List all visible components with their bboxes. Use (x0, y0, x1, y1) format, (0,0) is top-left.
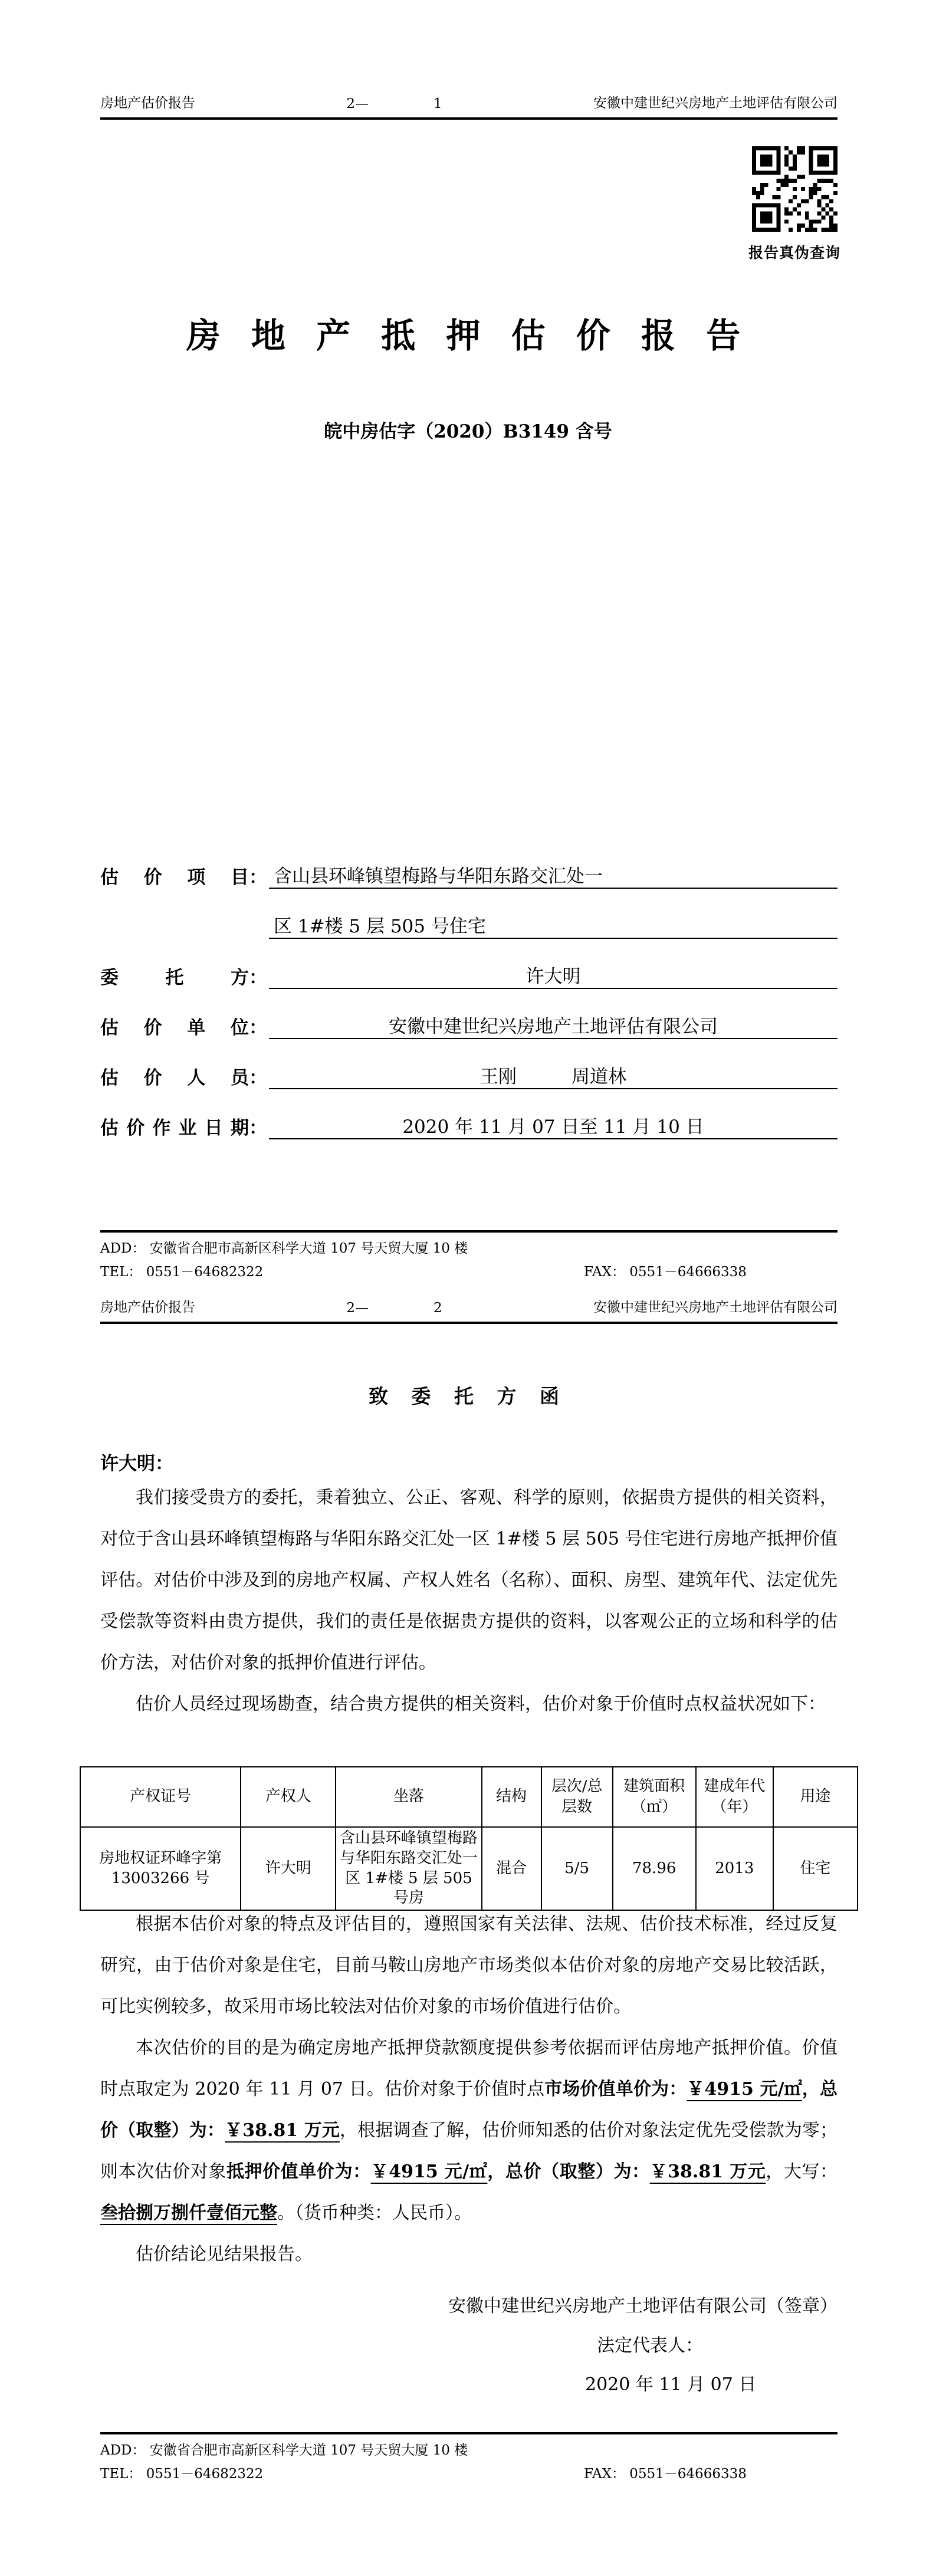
agency-label: 估 价 单 位 (100, 1017, 249, 1039)
footer-contacts (100, 2464, 838, 2484)
colon: ： (249, 867, 267, 888)
price-run-amount-words: 叁拾捌万捌仟壹佰元整 (100, 2203, 277, 2223)
col-use: 用途 (773, 1767, 858, 1827)
header-page-indicator (346, 1300, 442, 1316)
price-run: ，总价（取整）为： (100, 2079, 838, 2141)
price-run-mortgage-unit-price: ￥4915 元/㎡ (370, 2161, 488, 2182)
header-page-indicator (346, 96, 442, 111)
col-location: 坐落 (336, 1767, 481, 1827)
price-run: 抵押价值单价为： (226, 2161, 371, 2182)
staff-label: 估 价 人 员 (100, 1067, 249, 1089)
page1-footer (100, 1230, 838, 1282)
form-row-date (100, 1112, 838, 1139)
date-label: 估价作业日期 (100, 1118, 249, 1139)
project-label: 估 价 项 目 (100, 867, 249, 888)
footer-contacts (100, 1262, 838, 1282)
staff-value: 王刚 周道林 (269, 1062, 838, 1089)
cell-structure: 混合 (482, 1827, 541, 1910)
table-header-row (80, 1767, 858, 1827)
page-prefix: 2— (346, 96, 369, 111)
price-run: 市场价值单价为： (544, 2079, 687, 2099)
col-owner: 产权人 (241, 1767, 336, 1827)
paragraph-survey: 估价人员经过现场勘查，结合贵方提供的相关资料，估价对象于价值时点权益状况如下： (136, 1694, 826, 1714)
document-number: 皖中房估字（2020）B3149 含号 (324, 421, 612, 442)
client-value: 许大明 (269, 961, 838, 989)
letter-title: 致 委 托 方 函 (369, 1385, 567, 1408)
qr-code (752, 146, 838, 232)
paragraph-valuation (100, 2028, 838, 2234)
col-cert-no: 产权证号 (80, 1767, 241, 1827)
price-run: ，大写： (766, 2161, 838, 2182)
project-value-line1: 含山县环峰镇望梅路与华阳东路交汇处一 (269, 861, 838, 889)
signature-date: 2020 年 11 月 07 日 (585, 2374, 757, 2395)
page2-running-header (100, 1296, 838, 1324)
price-run: 本次估价的目的是为确定房地产抵押贷款额度提供参考依据而评估房地产抵押价值。价值时点取定为 2020 年 11 月 07 日。估价对象于价值时点 (100, 2038, 838, 2099)
cell-location: 含山县环峰镇望梅路与华阳东路交汇处一区 1#楼 5 层 505 号房 (336, 1827, 481, 1910)
form-row-project-cont (100, 911, 838, 939)
colon: ： (249, 1118, 267, 1139)
footer-tel: TEL： 0551－64682322 (100, 1264, 264, 1280)
form-row-project (100, 861, 838, 889)
page-number: 2 (433, 1300, 442, 1316)
cell-use: 住宅 (773, 1827, 858, 1910)
property-table-wrap (80, 1766, 858, 1911)
header-doc-type: 房地产估价报告 (100, 1300, 195, 1315)
qr-block (741, 146, 848, 262)
header-doc-type: 房地产估价报告 (100, 96, 195, 111)
paragraph-intro: 我们接受贵方的委托，秉着独立、公正、客观、科学的原则，依据贵方提供的相关资料，对位于含山县环峰镇望梅路与华阳东路交汇处一区 1#楼 5 层 505 号住宅进行房地产抵押价值评估。对估价中涉及到的房地产权属、产权人姓名（名称）、面积、房型、建筑年代、法定优先受偿款等资料由贵方提供，我们的责任是依据贵方提供的资料，以客观公正的立场和科学的估价方法，对估价对象的抵押价值进行评估。 (100, 1487, 838, 1673)
paragraph-method: 根据本估价对象的特点及评估目的，遵照国家有关法律、法规、估价技术标准，经过反复研究，由于估价对象是住宅，目前马鞍山房地产市场类似本估价对象的房地产交易比较活跃，可比实例较多，故采用市场比较法对估价对象的市场价值进行估价。 (100, 1914, 838, 2017)
footer-fax: FAX： 0551－64666338 (584, 1264, 747, 1280)
col-structure: 结构 (482, 1767, 541, 1827)
price-run: 。（货币种类：人民币）。 (277, 2203, 472, 2223)
header-company-name: 安徽中建世纪兴房地产土地评估有限公司 (593, 96, 838, 111)
form-row-client (100, 961, 838, 989)
form-row-staff (100, 1062, 838, 1089)
header-company-name: 安徽中建世纪兴房地产土地评估有限公司 (593, 1300, 838, 1315)
letter-body-top (100, 1477, 838, 1725)
page2-footer (100, 2432, 838, 2484)
footer-fax: FAX： 0551－64666338 (584, 2466, 747, 2482)
form-row-agency (100, 1011, 838, 1039)
price-run-mortgage-total: ￥38.81 万元 (649, 2161, 766, 2182)
signature-company: 安徽中建世纪兴房地产土地评估有限公司（签章） (448, 2296, 838, 2317)
footer-address: ADD： 安徽省合肥市高新区科学大道 107 号天贸大厦 10 楼 (100, 1241, 468, 1256)
col-year: 建成年代（年） (696, 1767, 773, 1827)
paragraph-conclusion: 估价结论见结果报告。 (136, 2244, 313, 2265)
colon: ： (249, 1017, 267, 1039)
cover-form (100, 861, 838, 1162)
letter-body-bottom (100, 1904, 838, 2275)
colon: ： (249, 1067, 267, 1089)
cell-year: 2013 (696, 1827, 773, 1910)
table-data-row (80, 1827, 858, 1910)
col-floor: 层次/总层数 (541, 1767, 613, 1827)
date-value: 2020 年 11 月 07 日至 11 月 10 日 (269, 1112, 838, 1139)
price-run: ，总价（取整）为： (487, 2161, 650, 2182)
client-label: 委 托 方 (100, 967, 249, 988)
col-area: 建筑面积（㎡） (613, 1767, 696, 1827)
cell-area: 78.96 (613, 1827, 696, 1910)
agency-value: 安徽中建世纪兴房地产土地评估有限公司 (269, 1011, 838, 1039)
price-run-total-price: ￥38.81 万元 (225, 2120, 340, 2141)
signature-legal-rep: 法定代表人： (597, 2335, 703, 2356)
price-run-unit-price: ￥4915 元/㎡ (687, 2079, 802, 2099)
page-prefix: 2— (346, 1300, 369, 1316)
qr-caption: 报告真伪查询 (748, 244, 840, 261)
cell-cert-no: 房地权证环峰字第 13003266 号 (80, 1827, 241, 1910)
cell-floor: 5/5 (541, 1827, 613, 1910)
footer-tel: TEL： 0551－64682322 (100, 2466, 264, 2482)
colon: ： (249, 967, 267, 988)
page1-running-header (100, 92, 838, 120)
property-table (80, 1766, 858, 1911)
project-value-line2: 区 1#楼 5 层 505 号住宅 (269, 911, 838, 939)
page-number: 1 (433, 96, 442, 111)
footer-address: ADD： 安徽省合肥市高新区科学大道 107 号天贸大厦 10 楼 (100, 2443, 468, 2458)
price-run: ，根据调查了解，估价师知悉的估价对象法定优先受偿款为零；则本次估价对象 (100, 2120, 838, 2182)
report-title: 房 地 产 抵 押 估 价 报 告 (186, 316, 750, 356)
letter-salutation: 许大明： (100, 1453, 173, 1474)
cell-owner: 许大明 (241, 1827, 336, 1910)
